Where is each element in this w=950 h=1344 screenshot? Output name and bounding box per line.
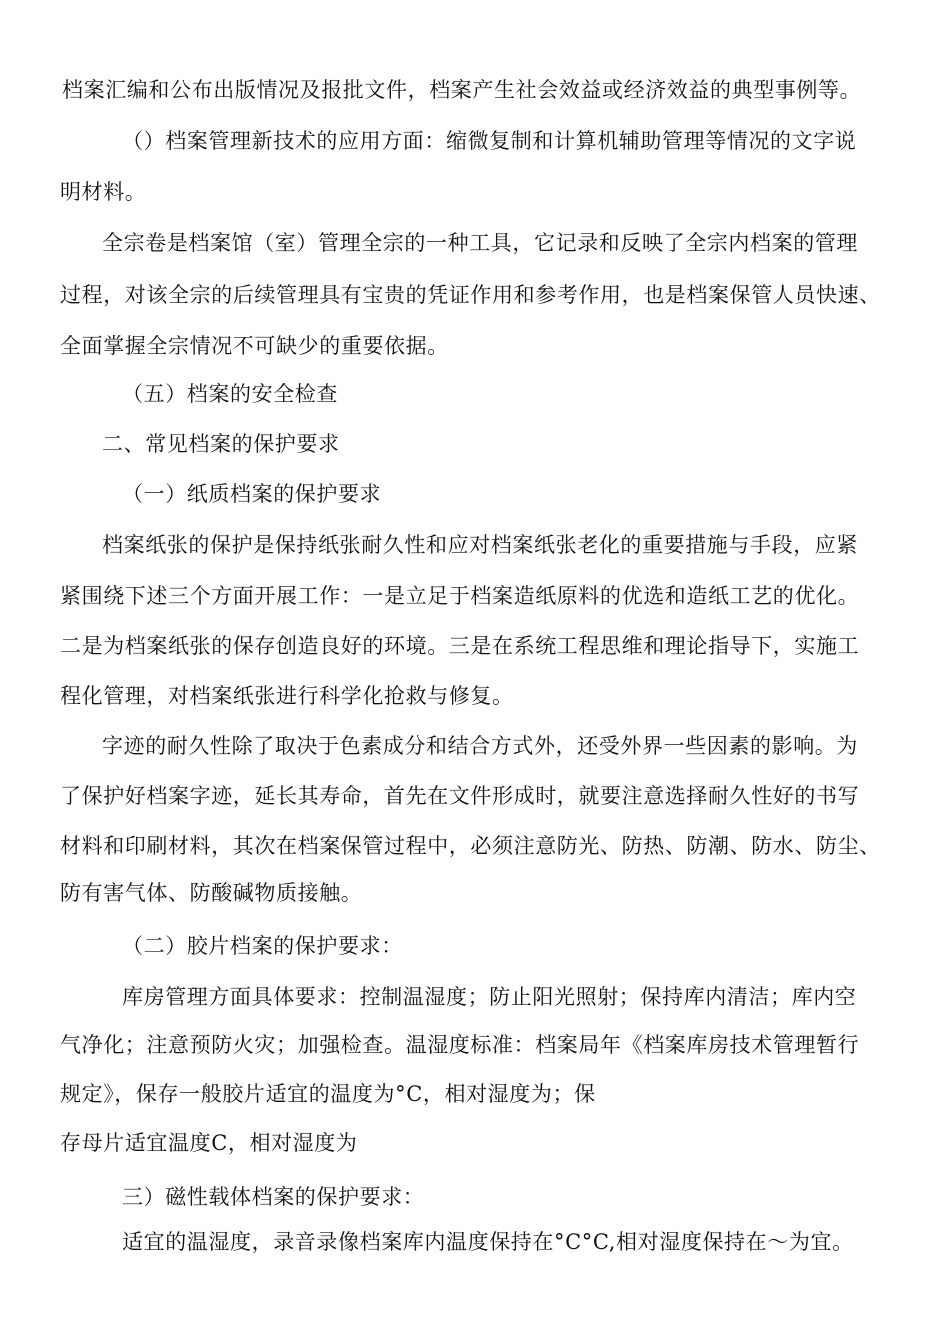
text-line: 紧围绕下述三个方面开展工作：一是立足于档案造纸原料的优选和造纸工艺的优化。 xyxy=(60,584,860,608)
text-line: 规定》，保存一般胶片适宜的温度为°C，相对湿度为；保 xyxy=(60,1082,596,1106)
text-line: 二是为档案纸张的保存创造良好的环境。三是在系统工程思维和理论指导下，实施工 xyxy=(60,634,860,658)
text-line: 存母片适宜温度C，相对湿度为 xyxy=(60,1131,358,1155)
text-line: 明材料。 xyxy=(60,180,147,204)
text-line: 档案汇编和公布出版情况及报批文件，档案产生社会效益或经济效益的典型事例等。 xyxy=(62,78,862,102)
text-line: 适宜的温湿度，录音录像档案库内温度保持在°C°C,相对湿度保持在〜为宜。 xyxy=(122,1230,854,1254)
text-line: 程化管理，对档案纸张进行科学化抢救与修复。 xyxy=(60,684,514,708)
section-heading: 二、常见档案的保护要求 xyxy=(102,432,340,456)
section-heading: 三）磁性载体档案的保护要求： xyxy=(122,1185,425,1209)
section-heading: （一）纸质档案的保护要求 xyxy=(122,482,382,506)
text-line: 档案纸张的保护是保持纸张耐久性和应对档案纸张老化的重要措施与手段，应紧 xyxy=(102,533,858,557)
text-line: 材料和印刷材料，其次在档案保管过程中，必须注意防光、防热、防潮、防水、防尘、 xyxy=(60,834,881,858)
text-line: 防有害气体、防酸碱物质接触。 xyxy=(60,881,363,905)
section-heading: （五）档案的安全检查 xyxy=(122,382,338,406)
text-line: 库房管理方面具体要求：控制温湿度；防止阳光照射；保持库内清洁；库内空 xyxy=(122,985,857,1009)
text-line: 字迹的耐久性除了取决于色素成分和结合方式外，还受外界一些因素的影响。为 xyxy=(102,734,858,758)
text-line: 了保护好档案字迹，延长其寿命，首先在文件形成时，就要注意选择耐久性好的书写 xyxy=(60,784,860,808)
text-line: 全宗卷是档案馆（室）管理全宗的一种工具，它记录和反映了全宗内档案的管理 xyxy=(102,231,858,255)
text-line: 全面掌握全宗情况不可缺少的重要依据。 xyxy=(60,334,449,358)
section-heading: （二）胶片档案的保护要求： xyxy=(122,934,403,958)
text-line: 过程，对该全宗的后续管理具有宝贵的凭证作用和参考作用，也是档案保管人员快速、 xyxy=(60,283,881,307)
text-line: 气净化；注意预防火灾；加强检查。温湿度标准：档案局年《档案库房技术管理暂行 xyxy=(60,1033,860,1057)
text-line: （）档案管理新技术的应用方面：缩微复制和计算机辅助管理等情况的文字说 xyxy=(122,129,857,153)
